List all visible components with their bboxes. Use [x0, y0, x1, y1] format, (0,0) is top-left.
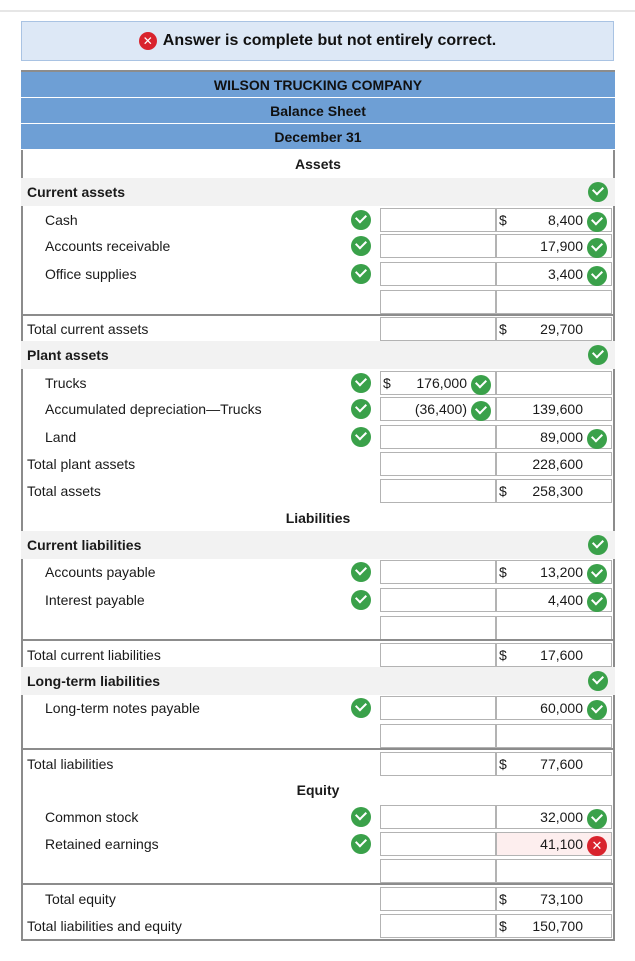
table-row: [21, 885, 615, 913]
amount-input-left[interactable]: [380, 560, 496, 584]
table-row: [21, 315, 615, 343]
table-row: [21, 369, 615, 397]
amount-input-right[interactable]: [496, 588, 612, 612]
check-icon: [351, 373, 371, 393]
amount-value: 3,400: [547, 266, 583, 282]
amount-input-right[interactable]: $ 73,100: [496, 887, 612, 911]
amount-input-right[interactable]: [496, 452, 612, 476]
table-row-blank: [21, 722, 615, 750]
amount-value: (36,400): [414, 401, 467, 417]
amount-input-left[interactable]: [380, 643, 496, 667]
amount-value: 176,000: [416, 375, 467, 391]
table-row: [21, 694, 615, 722]
check-icon: [351, 590, 371, 610]
check-icon: [471, 375, 491, 395]
amount-input-right[interactable]: [496, 290, 612, 314]
amount-input-right[interactable]: $ 258,300: [496, 479, 612, 503]
amount-value: 228,600: [532, 456, 583, 472]
amount-input-right[interactable]: $ 77,600: [496, 752, 612, 776]
check-icon: [588, 671, 608, 691]
table-row: [21, 206, 615, 234]
amount-input-right[interactable]: [496, 859, 612, 883]
amount-input-left[interactable]: [380, 425, 496, 449]
amount-input-left[interactable]: [380, 262, 496, 286]
check-icon: [588, 345, 608, 365]
feedback-message: Answer is complete but not entirely correct.: [162, 32, 497, 49]
row-label: Retained earnings: [45, 836, 159, 852]
amount-input-right[interactable]: [496, 262, 612, 286]
row-label: Total equity: [45, 891, 116, 907]
amount-input-left[interactable]: [380, 832, 496, 856]
table-row: [21, 641, 615, 669]
check-icon: [351, 427, 371, 447]
check-icon: [587, 592, 607, 612]
table-row: [21, 830, 615, 858]
check-icon: [351, 264, 371, 284]
amount-input-left[interactable]: [380, 208, 496, 232]
check-icon: [587, 429, 607, 449]
table-row: [21, 531, 615, 559]
amount-input-right[interactable]: [496, 397, 612, 421]
row-label: Current assets: [27, 184, 126, 200]
table-row-blank: [21, 614, 615, 642]
check-icon: [351, 807, 371, 827]
feedback-banner: [21, 21, 614, 61]
check-icon: [587, 564, 607, 584]
statement-date: December 31: [21, 124, 615, 150]
check-icon: [587, 700, 607, 720]
section-assets: Assets: [295, 156, 341, 172]
amount-input-left[interactable]: [380, 479, 496, 503]
amount-input-left[interactable]: [380, 290, 496, 314]
top-divider: [0, 10, 635, 12]
amount-input-left[interactable]: [380, 859, 496, 883]
amount-input-left[interactable]: [380, 234, 496, 258]
amount-value: 17,900: [540, 238, 583, 254]
row-label: Total current liabilities: [27, 647, 161, 663]
amount-value: 13,200: [540, 564, 583, 580]
amount-input-left[interactable]: [380, 914, 496, 938]
row-label: Accounts receivable: [45, 238, 171, 254]
amount-value: 60,000: [540, 700, 583, 716]
row-label: Plant assets: [27, 347, 109, 363]
amount-input-left[interactable]: [380, 752, 496, 776]
check-icon: [471, 401, 491, 421]
check-icon: [351, 834, 371, 854]
check-icon: [351, 562, 371, 582]
check-icon: [588, 182, 608, 202]
amount-input-left[interactable]: [380, 397, 496, 421]
row-label: Total liabilities: [27, 756, 114, 772]
table-row: [21, 178, 615, 206]
check-icon: [351, 210, 371, 230]
row-label: Accounts payable: [45, 564, 156, 580]
amount-input-right[interactable]: [496, 371, 612, 395]
amount-value: 4,400: [547, 592, 583, 608]
amount-input-right[interactable]: [496, 234, 612, 258]
row-label: Total plant assets: [27, 456, 136, 472]
amount-value: 150,700: [532, 918, 583, 934]
check-icon: [351, 399, 371, 419]
table-row: [21, 803, 615, 831]
row-label: Interest payable: [45, 592, 145, 608]
table-row: [21, 586, 615, 614]
table-row: [21, 667, 615, 695]
statement-title: Balance Sheet: [21, 98, 615, 124]
amount-value: 258,300: [532, 483, 583, 499]
amount-input-left[interactable]: [380, 696, 496, 720]
amount-input-right[interactable]: [496, 696, 612, 720]
amount-value: 29,700: [540, 321, 583, 337]
row-label: Accumulated depreciation—Trucks: [45, 401, 262, 417]
amount-value: 17,600: [540, 647, 583, 663]
amount-input-right[interactable]: $ 13,200: [496, 560, 612, 584]
amount-input-left[interactable]: [380, 317, 496, 341]
amount-input-right[interactable]: [496, 805, 612, 829]
check-icon: [351, 236, 371, 256]
amount-value: 139,600: [532, 401, 583, 417]
row-label: Cash: [45, 212, 78, 228]
table-row: [21, 912, 615, 940]
x-circle-icon: ✕: [139, 32, 157, 50]
amount-value: 32,000: [540, 809, 583, 825]
row-label: Land: [45, 429, 77, 445]
section-liabilities: Liabilities: [285, 510, 351, 526]
table-row: [21, 395, 615, 423]
amount-input-left[interactable]: [380, 588, 496, 612]
amount-value: 8,400: [547, 212, 583, 228]
row-label: Common stock: [45, 809, 139, 825]
x-circle-icon: ✕: [587, 836, 607, 856]
section-equity: Equity: [296, 782, 340, 798]
amount-input-left[interactable]: $ 176,000: [380, 371, 496, 395]
amount-value: 77,600: [540, 756, 583, 772]
table-row: [21, 477, 615, 505]
amount-input-left[interactable]: [380, 887, 496, 911]
table-row: [21, 450, 615, 478]
check-icon: [587, 809, 607, 829]
row-label: Long-term liabilities: [27, 673, 161, 689]
row-label: Total assets: [27, 483, 101, 499]
amount-value: 89,000: [540, 429, 583, 445]
company-name: WILSON TRUCKING COMPANY: [21, 72, 615, 98]
table-row-blank: [21, 288, 615, 316]
amount-input-right[interactable]: $ 17,600: [496, 643, 612, 667]
check-icon: [351, 698, 371, 718]
amount-input-right[interactable]: [496, 425, 612, 449]
row-label: Trucks: [45, 375, 87, 391]
table-row: [21, 232, 615, 260]
amount-input-left[interactable]: [380, 452, 496, 476]
amount-input-right[interactable]: $ 8,400: [496, 208, 612, 232]
row-label: Long-term notes payable: [45, 700, 200, 716]
check-icon: [587, 238, 607, 258]
table-row: [21, 260, 615, 288]
table-row: [21, 341, 615, 369]
amount-input-right[interactable]: [496, 724, 612, 748]
amount-input-right-incorrect[interactable]: [496, 832, 612, 856]
check-icon: [587, 266, 607, 286]
table-row: [21, 558, 615, 586]
amount-input-right[interactable]: [496, 616, 612, 640]
row-label: Current liabilities: [27, 537, 142, 553]
table-row: [21, 423, 615, 451]
row-label: Total liabilities and equity: [27, 918, 182, 934]
row-label: Office supplies: [45, 266, 137, 282]
amount-value: 41,100: [540, 836, 583, 852]
amount-input-right[interactable]: $ 150,700: [496, 914, 612, 938]
amount-input-left[interactable]: [380, 724, 496, 748]
table-row: [21, 750, 615, 778]
amount-input-right[interactable]: $ 29,700: [496, 317, 612, 341]
check-icon: [587, 212, 607, 232]
amount-input-left[interactable]: [380, 616, 496, 640]
amount-input-left[interactable]: [380, 805, 496, 829]
check-icon: [588, 535, 608, 555]
table-row-blank: [21, 857, 615, 885]
row-label: Total current assets: [27, 321, 149, 337]
amount-value: 73,100: [540, 891, 583, 907]
